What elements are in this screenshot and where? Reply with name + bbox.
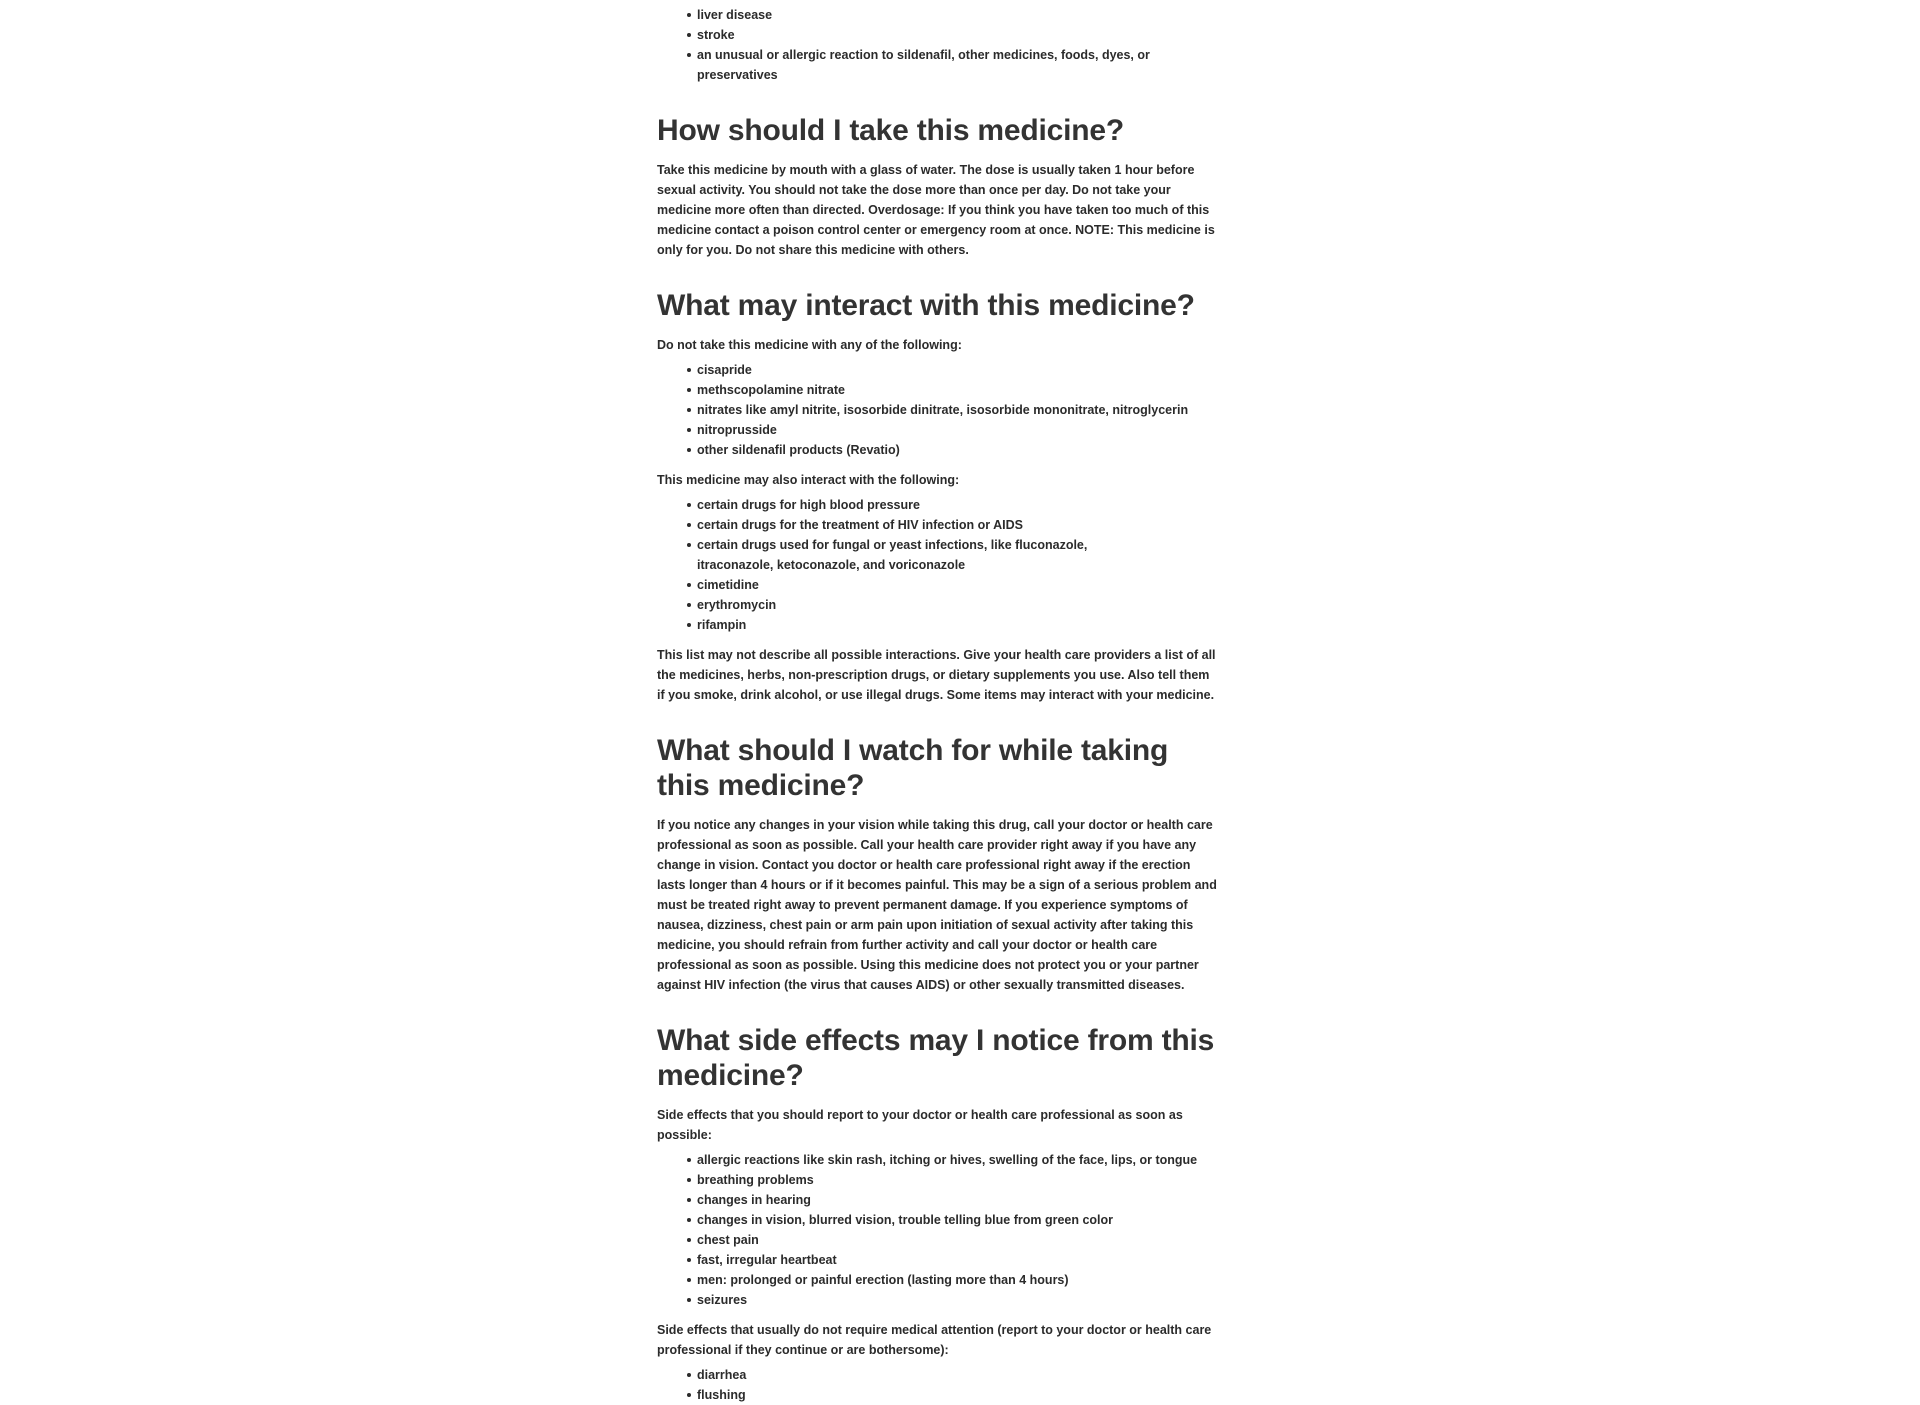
side-effects-list-no-attention: [657, 1365, 1217, 1405]
list-item: allergic reactions like skin rash, itching or hives, swelling of the face, lips, or tongue: [657, 1150, 1217, 1170]
list-item: methscopolamine nitrate: [657, 380, 1217, 400]
list-item: nitrates like amyl nitrite, isosorbide dinitrate, isosorbide mononitrate, nitroglycerin: [657, 400, 1217, 420]
section-heading-take: How should I take this medicine?: [657, 114, 1125, 147]
list-item: other sildenafil products (Revatio): [657, 440, 1217, 460]
section-body-watch: If you notice any changes in your vision while taking this drug, call your doctor or health care professional as soon as possible. Call your health care provider right away if you have any change in vision. Contact you doctor or health care professional right away if the erection lasts longer than 4 hours or if it becomes painful. This may be a sign of a serious problem and must be treated right away to prevent permanent damage. If you experience symptoms of nausea, dizziness, chest pain or arm pain upon initiation of sexual activity after taking this medicine, you should refrain from further activity and call your doctor or health care professional as soon as possible. Using this medicine does not protect you or your partner against HIV infection (the virus that causes AIDS) or other sexually transmitted diseases.: [657, 818, 1217, 992]
list-item: rifampin: [657, 615, 1217, 635]
list-item: an unusual or allergic reaction to sildenafil, other medicines, foods, dyes, or preservatives: [657, 45, 1217, 85]
list-item: certain drugs for high blood pressure: [657, 495, 1217, 515]
list-item: changes in vision, blurred vision, trouble telling blue from green color: [657, 1210, 1217, 1230]
list-item: men: prolonged or painful erection (lasting more than 4 hours): [657, 1270, 1217, 1290]
side-effects-intro-no-attention: Side effects that usually do not require medical attention (report to your doctor or health care professional if they continue or are bothersome):: [657, 1323, 1212, 1357]
list-item: stroke: [657, 25, 1217, 45]
side-effects-intro-report: Side effects that you should report to your doctor or health care professional as soon as possible:: [657, 1108, 1183, 1142]
list-item: nitroprusside: [657, 420, 1217, 440]
list-item: certain drugs for the treatment of HIV infection or AIDS: [657, 515, 1217, 535]
section-heading-side-effects: What side effects may I notice from this medicine?: [657, 1024, 1215, 1092]
list-item: changes in hearing: [657, 1190, 1217, 1210]
list-item: cimetidine: [657, 575, 1217, 595]
interact-outro: This list may not describe all possible interactions. Give your health care providers a list of all the medicines, herbs, non-prescription drugs, or dietary supplements you use. Also tell them if you smoke, drink alcohol, or use illegal drugs. Some items may interact with your medicine.: [657, 648, 1216, 702]
section-body-take: Take this medicine by mouth with a glass of water. The dose is usually taken 1 hour before sexual activity. You should not take the dose more than once per day. Do not take your medicine more often than directed. Overdosage: If you think you have taken too much of this medicine contact a poison control center or emergency room at once. NOTE: This medicine is only for you. Do not share this medicine with others.: [657, 163, 1215, 257]
interact-list-also: [657, 495, 1217, 635]
list-item: cisapride: [657, 360, 1217, 380]
intro-list: [657, 5, 1217, 85]
interact-list-do-not: [657, 360, 1217, 460]
list-item: breathing problems: [657, 1170, 1217, 1190]
list-item: erythromycin: [657, 595, 1217, 615]
list-item: liver disease: [657, 5, 1217, 25]
list-item: fast, irregular heartbeat: [657, 1250, 1217, 1270]
list-item: chest pain: [657, 1230, 1217, 1250]
list-item: seizures: [657, 1290, 1217, 1310]
list-item: certain drugs used for fungal or yeast infections, like fluconazole, itraconazole, ketoconazole, and voriconazole: [657, 535, 1217, 575]
side-effects-list-report: [657, 1150, 1217, 1310]
section-heading-watch: What should I watch for while taking this medicine?: [657, 734, 1169, 802]
list-item: flushing: [657, 1385, 1217, 1405]
list-item: diarrhea: [657, 1365, 1217, 1385]
article-content: [657, 0, 1217, 1405]
interact-intro-do-not: Do not take this medicine with any of the following:: [657, 338, 962, 352]
section-heading-interact: What may interact with this medicine?: [657, 289, 1195, 322]
interact-intro-also: This medicine may also interact with the following:: [657, 473, 960, 487]
